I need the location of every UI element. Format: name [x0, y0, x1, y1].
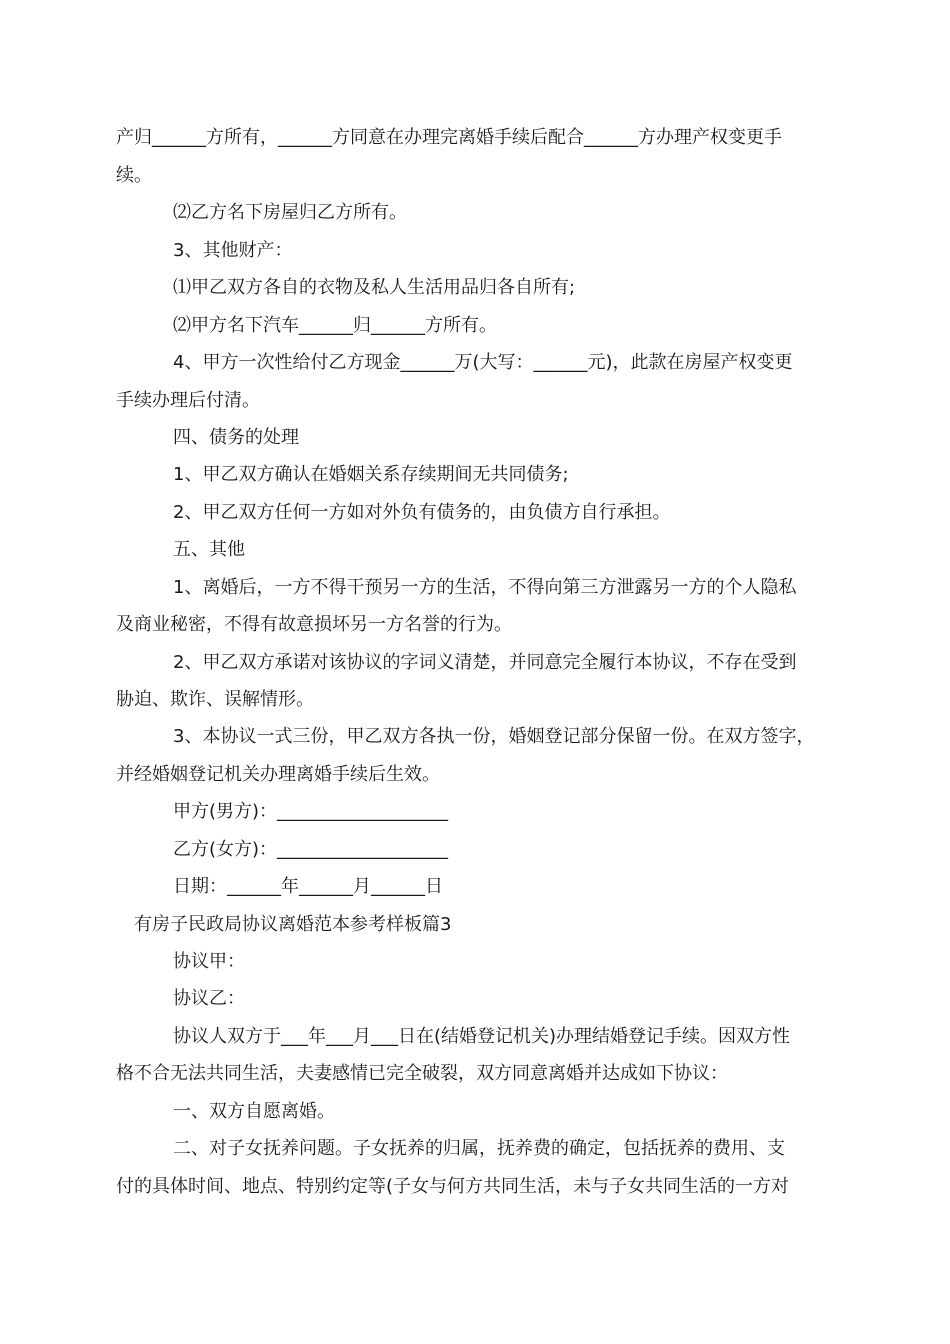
section-heading: 一、双方自愿离婚。	[173, 1101, 335, 1122]
paragraph-line: 付的具体时间、地点、特别约定等(子女与何方共同生活，未与子女共同生活的一方对	[116, 1176, 790, 1197]
party-b-label: 协议乙：	[173, 988, 245, 1009]
paragraph-line: 胁迫、欺诈、误解情形。	[116, 689, 314, 710]
signature-line-party-a: 甲方(男方)：___________________	[173, 801, 449, 822]
paragraph-line: 1、离婚后，一方不得干预另一方的生活，不得向第三方泄露另一方的个人隐私	[173, 577, 797, 598]
paragraph-line: 产归______方所有，______方同意在办理完离婚手续后配合______方办理产权变更手	[116, 127, 782, 148]
paragraph-line: 并经婚姻登记机关办理离婚手续后生效。	[116, 764, 440, 785]
paragraph-line: 续。	[116, 165, 152, 186]
paragraph-line: 格不合无法共同生活，夫妻感情已完全破裂，双方同意离婚并达成如下协议：	[116, 1063, 728, 1084]
paragraph-line: ⑵甲方名下汽车______归______方所有。	[173, 315, 497, 336]
paragraph-line: 2、甲乙双方任何一方如对外负有债务的，由负债方自行承担。	[173, 502, 671, 523]
date-line: 日期：______年______月______日	[173, 876, 443, 897]
party-a-label: 协议甲：	[173, 951, 245, 972]
paragraph-line: 协议人双方于___年___月___日在(结婚登记机关)办理结婚登记手续。因双方性	[173, 1026, 791, 1047]
paragraph-line: 3、本协议一式三份，甲乙双方各执一份，婚姻登记部分保留一份。在双方签字，	[173, 726, 815, 747]
article-title: 有房子民政局协议离婚范本参考样板篇3	[134, 914, 452, 935]
paragraph-line: 二、对子女抚养问题。子女抚养的归属，抚养费的确定，包括抚养的费用、支	[173, 1138, 785, 1159]
paragraph-line: 及商业秘密，不得有故意损坏另一方名誉的行为。	[116, 614, 512, 635]
signature-line-party-b: 乙方(女方)：___________________	[173, 839, 449, 860]
paragraph-line: 4、甲方一次性给付乙方现金______万(大写：______元)，此款在房屋产权变更	[173, 352, 793, 373]
paragraph-line: 手续办理后付清。	[116, 390, 260, 411]
section-item: 3、其他财产：	[173, 240, 293, 261]
paragraph-line: 2、甲乙双方承诺对该协议的字词义清楚，并同意完全履行本协议，不存在受到	[173, 652, 797, 673]
paragraph-line: 1、甲乙双方确认在婚姻关系存续期间无共同债务;	[173, 464, 569, 485]
paragraph-line: ⑴甲乙双方各自的衣物及私人生活用品归各自所有;	[173, 277, 576, 298]
paragraph-line: ⑵乙方名下房屋归乙方所有。	[173, 202, 407, 223]
section-heading: 五、其他	[173, 539, 245, 560]
section-heading: 四、债务的处理	[173, 427, 299, 448]
